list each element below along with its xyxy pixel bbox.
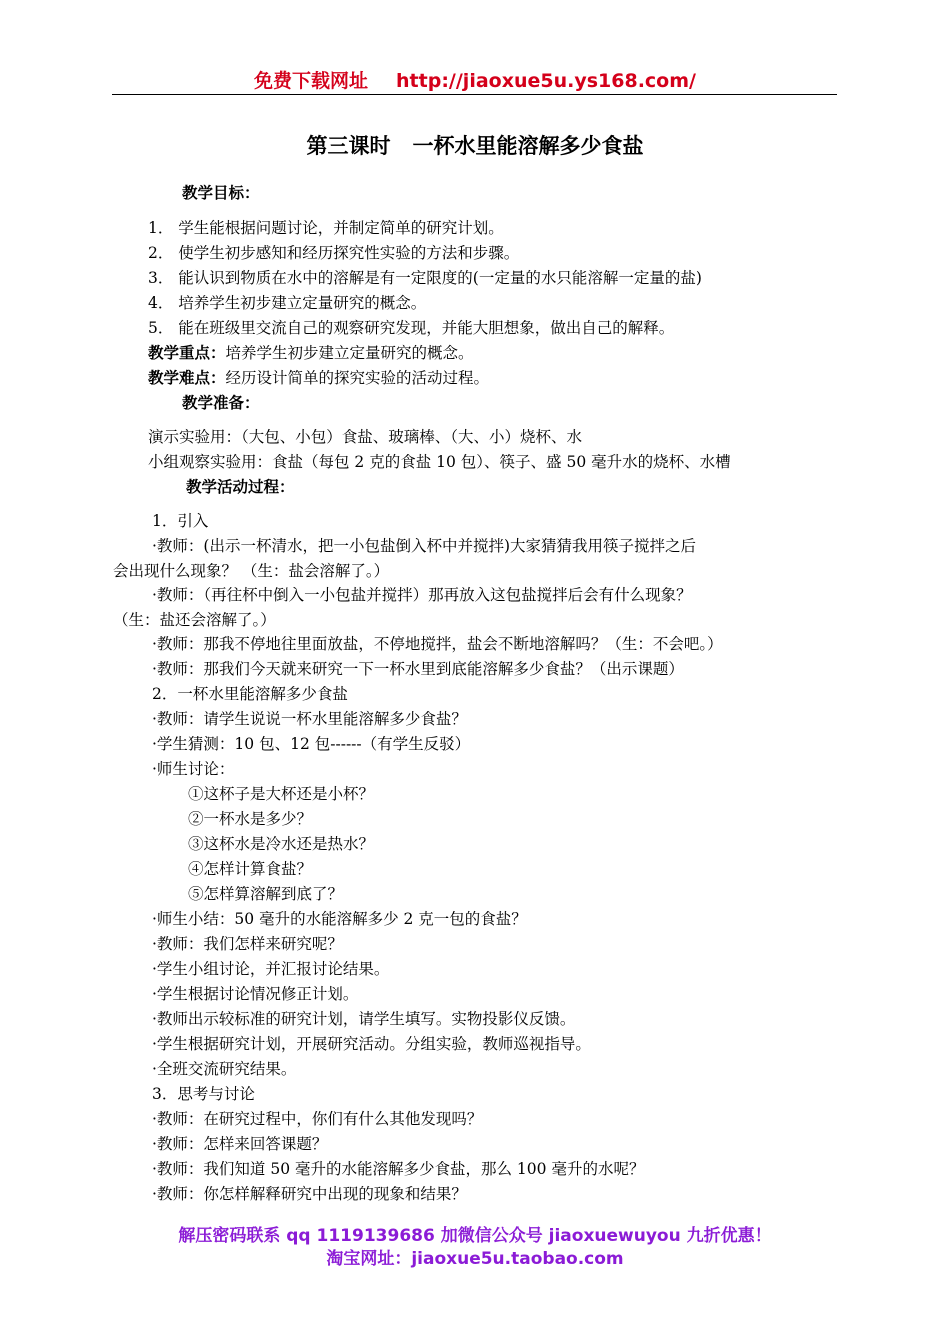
header-label: 免费下载网址 bbox=[254, 70, 369, 92]
process-line: ·教师出示较标准的研究计划，请学生填写。实物投影仪反馈。 bbox=[152, 1010, 576, 1028]
key-point-label: 教学重点： bbox=[148, 344, 226, 362]
process-line: ·教师：(出示一杯清水，把一小包盐倒入杯中并搅拌)大家猜猜我用筷子搅拌之后 bbox=[152, 537, 697, 555]
process-line: ·师生讨论： bbox=[152, 760, 235, 778]
objective-item: 1． 学生能根据问题讨论，并制定简单的研究计划。 bbox=[148, 219, 504, 237]
process-line: ·教师：请学生说说一杯水里能溶解多少食盐？ bbox=[152, 710, 467, 728]
preparation-demo: 演示实验用：（大包、小包）食盐、玻璃棒、（大、小）烧杯、水 bbox=[148, 428, 583, 446]
process-line: ·教师：我们知道 50 毫升的水能溶解多少食盐，那么 100 毫升的水呢？ bbox=[152, 1160, 645, 1178]
lesson-name: 一杯水里能溶解多少食盐 bbox=[412, 134, 644, 158]
key-point-text: 培养学生初步建立定量研究的概念。 bbox=[225, 344, 474, 362]
key-point bbox=[148, 343, 474, 363]
difficulty bbox=[148, 368, 489, 388]
process-line: ·教师：怎样来回答课题？ bbox=[152, 1135, 328, 1153]
discussion-question: ②一杯水是多少？ bbox=[188, 810, 313, 828]
process-line: 会出现什么现象？ （生：盐会溶解了。） bbox=[113, 562, 390, 580]
objectives-heading: 教学目标： bbox=[182, 184, 260, 202]
process-line: ·教师：在研究过程中，你们有什么其他发现吗？ bbox=[152, 1110, 483, 1128]
footer-shop-link[interactable]: 淘宝网址：jiaoxue5u.taobao.com bbox=[326, 1249, 624, 1269]
preparation-heading: 教学准备： bbox=[182, 394, 260, 412]
process-line: ·全班交流研究结果。 bbox=[152, 1060, 297, 1078]
process-line: （生：盐还会溶解了。） bbox=[113, 611, 276, 629]
discussion-question: ③这杯水是冷水还是热水？ bbox=[188, 835, 375, 853]
process-line: ·教师：我们怎样来研究呢？ bbox=[152, 935, 343, 953]
process-line: ·教师：你怎样解释研究中出现的现象和结果？ bbox=[152, 1185, 467, 1203]
objective-item: 2． 使学生初步感知和经历探究性实验的方法和步骤。 bbox=[148, 244, 520, 262]
footer-contact: 解压密码联系 qq 1119139686 加微信公众号 jiaoxuewuyou 九折优惠！ bbox=[178, 1226, 772, 1246]
preparation-group: 小组观察实验用：食盐（每包 2 克的食盐 10 包）、筷子、盛 50 毫升水的烧杯、水槽 bbox=[148, 453, 731, 471]
section-heading: 3．思考与讨论 bbox=[152, 1085, 255, 1103]
process-line: ·学生根据研究计划，开展研究活动。分组实验，教师巡视指导。 bbox=[152, 1035, 591, 1053]
lesson-number: 第三课时 bbox=[306, 134, 391, 158]
process-line: ·教师：（再往杯中倒入一小包盐并搅拌）那再放入这包盐搅拌后会有什么现象？ bbox=[152, 586, 692, 604]
process-line: ·教师：那我们今天就来研究一下一杯水里到底能溶解多少食盐？（出示课题） bbox=[152, 660, 684, 678]
process-line: ·师生小结：50 毫升的水能溶解多少 2 克一包的食盐？ bbox=[152, 910, 527, 928]
lesson-title bbox=[0, 130, 950, 160]
page-header bbox=[0, 66, 950, 93]
objective-item: 3． 能认识到物质在水中的溶解是有一定限度的(一定量的水只能溶解一定量的盐) bbox=[148, 269, 702, 287]
discussion-question: ④怎样计算食盐？ bbox=[188, 860, 313, 878]
objective-item: 5． 能在班级里交流自己的观察研究发现，并能大胆想象，做出自己的解释。 bbox=[148, 319, 675, 337]
process-line: ·学生猜测：10 包、12 包------（有学生反驳） bbox=[152, 735, 471, 753]
difficulty-label: 教学难点： bbox=[148, 369, 226, 387]
discussion-question: ⑤怎样算溶解到底了？ bbox=[188, 885, 344, 903]
objective-item: 4． 培养学生初步建立定量研究的概念。 bbox=[148, 294, 427, 312]
process-line: ·教师：那我不停地往里面放盐，不停地搅拌，盐会不断地溶解吗？（生：不会吧。） bbox=[152, 635, 723, 653]
header-divider bbox=[112, 94, 837, 95]
section-heading: 1．引入 bbox=[152, 512, 209, 530]
process-line: ·学生小组讨论，并汇报讨论结果。 bbox=[152, 960, 390, 978]
process-heading: 教学活动过程： bbox=[186, 478, 295, 496]
header-url-link[interactable]: http://jiaoxue5u.ys168.com/ bbox=[396, 70, 696, 92]
process-line: ·学生根据讨论情况修正计划。 bbox=[152, 985, 359, 1003]
discussion-question: ①这杯子是大杯还是小杯？ bbox=[188, 785, 375, 803]
difficulty-text: 经历设计简单的探究实验的活动过程。 bbox=[225, 369, 490, 387]
section-heading: 2．一杯水里能溶解多少食盐 bbox=[152, 685, 348, 703]
